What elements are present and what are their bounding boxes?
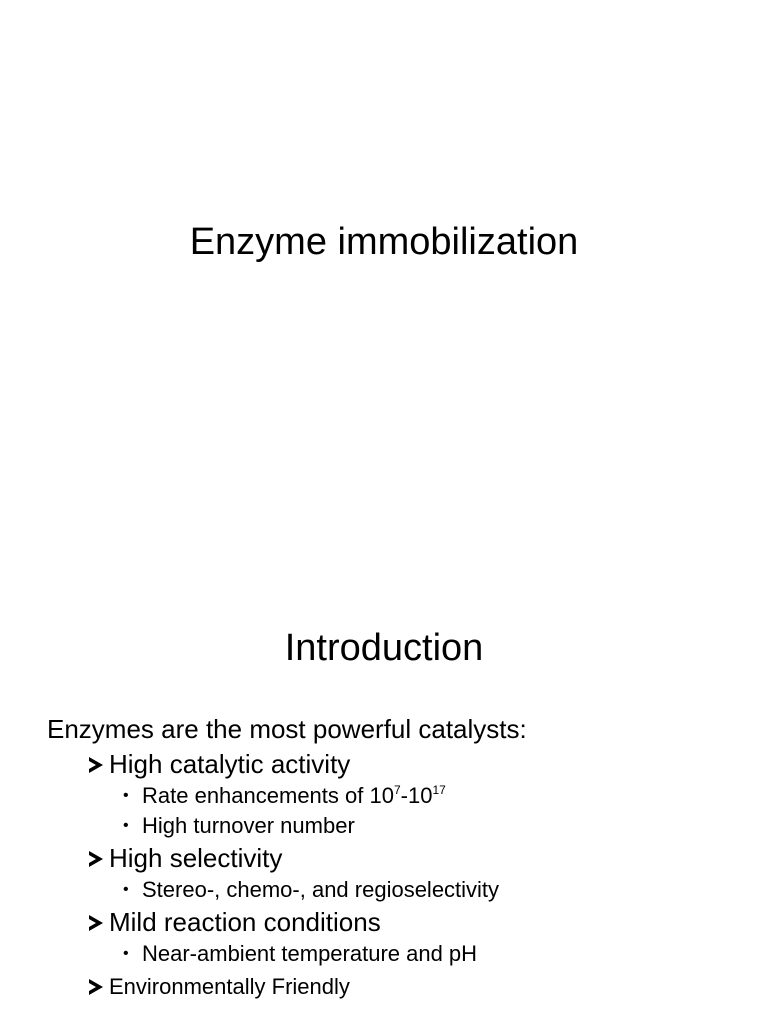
- list-item-label: High catalytic activity: [109, 749, 351, 779]
- arrowhead-bullet-icon: [85, 842, 107, 875]
- round-bullet-icon: •: [123, 787, 129, 804]
- arrowhead-bullet-icon: [85, 970, 107, 1003]
- bullet-list: [47, 711, 747, 1003]
- sub-list-item: [47, 875, 747, 905]
- exponent: 7: [393, 783, 401, 797]
- arrowhead-bullet-icon: [85, 748, 107, 781]
- slide-introduction: [0, 576, 768, 1024]
- lead-text: Enzymes are the most powerful catalysts:: [47, 714, 527, 744]
- list-item-label: Environmentally Friendly: [109, 974, 350, 999]
- list-item-mild-reaction-conditions: [47, 906, 747, 939]
- rate-enhancement-text: Rate enhancements of 10: [142, 783, 394, 808]
- sub-list-item-label: High turnover number: [142, 813, 355, 838]
- list-item-high-catalytic-activity: [47, 748, 747, 781]
- sub-list-item: [47, 781, 747, 811]
- list-item-label: Mild reaction conditions: [109, 907, 381, 937]
- round-bullet-icon: •: [123, 945, 129, 962]
- sub-list-item-label: Near-ambient temperature and pH: [142, 941, 478, 966]
- slide-title: Enzyme immobilization: [189, 221, 579, 263]
- list-item-label: High selectivity: [109, 843, 283, 873]
- round-bullet-icon: •: [123, 817, 129, 834]
- slide-title: Introduction: [284, 627, 484, 669]
- sub-list-item: [47, 811, 747, 841]
- list-item-high-selectivity: [47, 842, 747, 875]
- rate-enhancement-separator: -10: [400, 783, 433, 808]
- round-bullet-icon: •: [123, 881, 129, 898]
- sub-list-item-label: Stereo-, chemo-, and regioselectivity: [142, 877, 500, 902]
- sub-list-item: [47, 939, 747, 969]
- list-item-environmentally-friendly: [47, 970, 747, 1003]
- exponent: 17: [432, 783, 446, 797]
- arrowhead-bullet-icon: [85, 906, 107, 939]
